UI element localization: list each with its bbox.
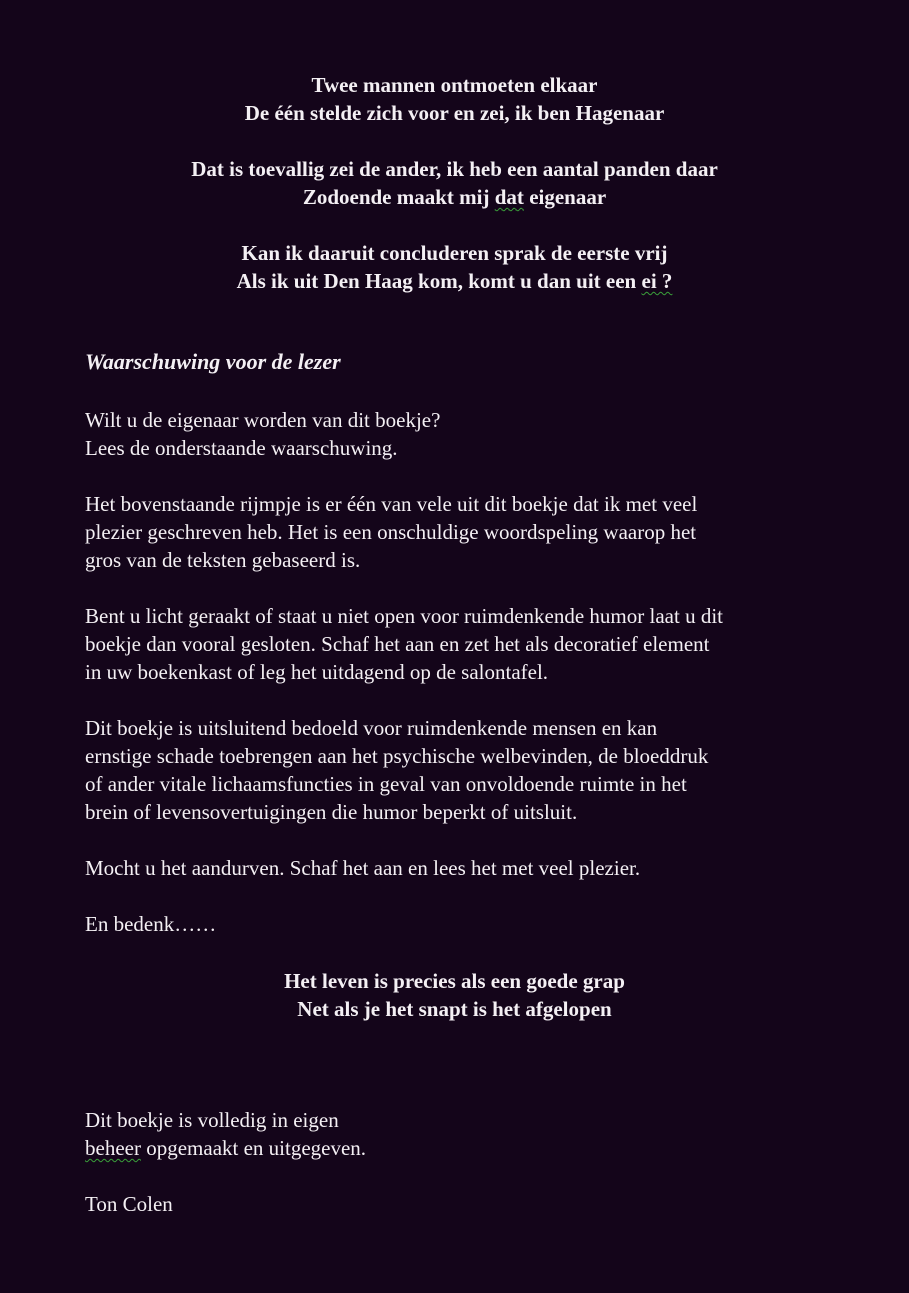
spellcheck-marked-word: ei ? — [641, 269, 673, 293]
text-line: boekje dan vooral gesloten. Schaf het aan en zet het als decoratief element — [85, 632, 710, 656]
poem-line: Twee mannen ontmoeten elkaar — [311, 73, 598, 97]
text-line: Wilt u de eigenaar worden van dit boekje? — [85, 408, 441, 432]
text-line: Het bovenstaande rijmpje is er één van vele uit dit boekje dat ik met veel — [85, 492, 698, 516]
text-line: Mocht u het aandurven. Schaf het aan en lees het met veel plezier. — [85, 856, 641, 880]
paragraph-rhyme — [85, 490, 845, 574]
text-line: En bedenk…… — [85, 912, 217, 936]
poem-line: Als ik uit Den Haag kom, komt u dan uit een ei ? — [236, 269, 673, 293]
text-line: in uw boekenkast of leg het uitdagend op de salontafel. — [85, 660, 549, 684]
text-line: brein of levensovertuigingen die humor beperkt of uitsluit. — [85, 800, 578, 824]
poem-line: Kan ik daaruit concluderen sprak de eerste vrij — [241, 241, 668, 265]
text-line: ernstige schade toebrengen aan het psychische welbevinden, de bloeddruk — [85, 744, 709, 768]
text-line: gros van de teksten gebaseerd is. — [85, 548, 361, 572]
poem-line: Zodoende maakt mij dat eigenaar — [302, 185, 607, 209]
text-line: Dit boekje is volledig in eigen — [85, 1108, 339, 1132]
paragraph-consider — [85, 910, 845, 938]
warning-intro — [85, 406, 845, 462]
text-line: beheer opgemaakt en uitgegeven. — [85, 1136, 367, 1160]
text-line: Bent u licht geraakt of staat u niet open voor ruimdenkende humor laat u dit — [85, 604, 723, 628]
author-signature — [85, 1190, 845, 1218]
poem-line: Dat is toevallig zei de ander, ik heb een aantal panden daar — [191, 157, 718, 181]
paragraph-disclaimer — [85, 714, 845, 826]
quote-line: Net als je het snapt is het afgelopen — [297, 997, 612, 1021]
colophon — [85, 1106, 845, 1162]
spellcheck-marked-word: dat — [494, 185, 524, 209]
text-line: Lees de onderstaande waarschuwing. — [85, 436, 398, 460]
text-line: of ander vitale lichaamsfuncties in geval van onvoldoende ruimte in het — [85, 772, 687, 796]
poem-line: De één stelde zich voor en zei, ik ben Hagenaar — [244, 101, 665, 125]
paragraph-humor — [85, 602, 845, 686]
paragraph-dare — [85, 854, 845, 882]
closing-quote — [0, 967, 909, 1023]
author-name: Ton Colen — [85, 1192, 173, 1216]
opening-poem — [0, 71, 909, 295]
text-line: plezier geschreven heb. Het is een onschuldige woordspeling waarop het — [85, 520, 697, 544]
text-line: Dit boekje is uitsluitend bedoeld voor ruimdenkende mensen en kan — [85, 716, 658, 740]
warning-heading: Waarschuwing voor de lezer — [85, 349, 341, 374]
spellcheck-marked-word: beheer — [85, 1136, 141, 1160]
quote-line: Het leven is precies als een goede grap — [284, 969, 625, 993]
